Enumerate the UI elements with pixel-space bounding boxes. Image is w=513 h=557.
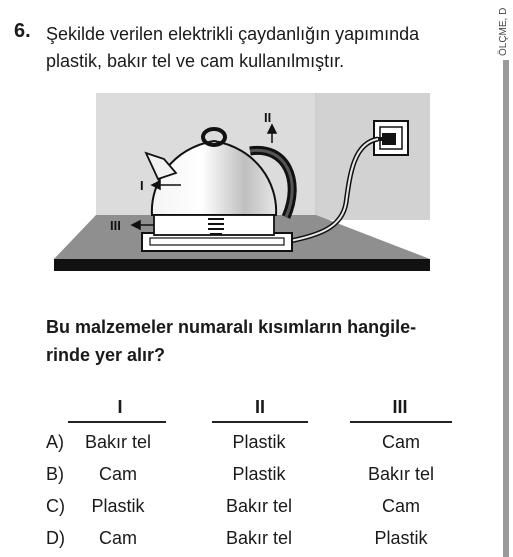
wall-right [316,93,430,220]
option-b-col-II: Plastik [232,464,286,484]
figure-label-II: II [264,110,272,125]
option-a-col-I: Bakır tel [84,432,152,452]
stem-line-1: Şekilde verilen elektrikli çaydanlığın yapımında [46,24,420,44]
option-b-col-III: Bakır tel [367,464,435,484]
option-c-col-II: Bakır tel [225,496,293,516]
power-socket [374,121,408,155]
column-header-I: I [117,397,123,417]
question-number: 6. [14,20,31,42]
header-rule-II [212,421,308,423]
counter-edge [54,259,430,271]
option-a-letter[interactable]: A) [46,432,64,452]
column-header-III: III [392,397,408,417]
column-header-II: II [254,397,265,417]
option-d-letter[interactable]: D) [46,528,65,548]
question-prompt [46,313,486,369]
header-rule-I [68,421,166,423]
option-c-col-I: Plastik [91,496,145,516]
option-b-col-I: Cam [98,464,137,484]
option-d-col-III: Plastik [374,528,428,548]
option-d-col-I: Cam [98,528,137,548]
prompt-line-1: Bu malzemeler numaralı kısımların hangile- [46,317,417,337]
option-c-letter[interactable]: C) [46,496,65,516]
header-rule-III [350,421,452,423]
prompt-line-2: rinde yer alır? [46,345,166,365]
option-d-col-II: Bakır tel [225,528,293,548]
side-bar [503,60,509,557]
side-label: ÖLÇME, D [498,7,509,56]
figure-label-I: I [140,178,144,193]
option-a-col-III: Cam [381,432,420,452]
figure-label-III: III [110,218,121,233]
stem-line-2: plastik, bakır tel ve cam kullanılmıştır. [46,51,345,71]
option-b-letter[interactable]: B) [46,464,64,484]
side-tab [499,0,513,557]
question-stem [46,21,486,75]
option-c-col-III: Cam [381,496,420,516]
kettle-illustration [54,93,430,278]
option-a-col-II: Plastik [232,432,286,452]
